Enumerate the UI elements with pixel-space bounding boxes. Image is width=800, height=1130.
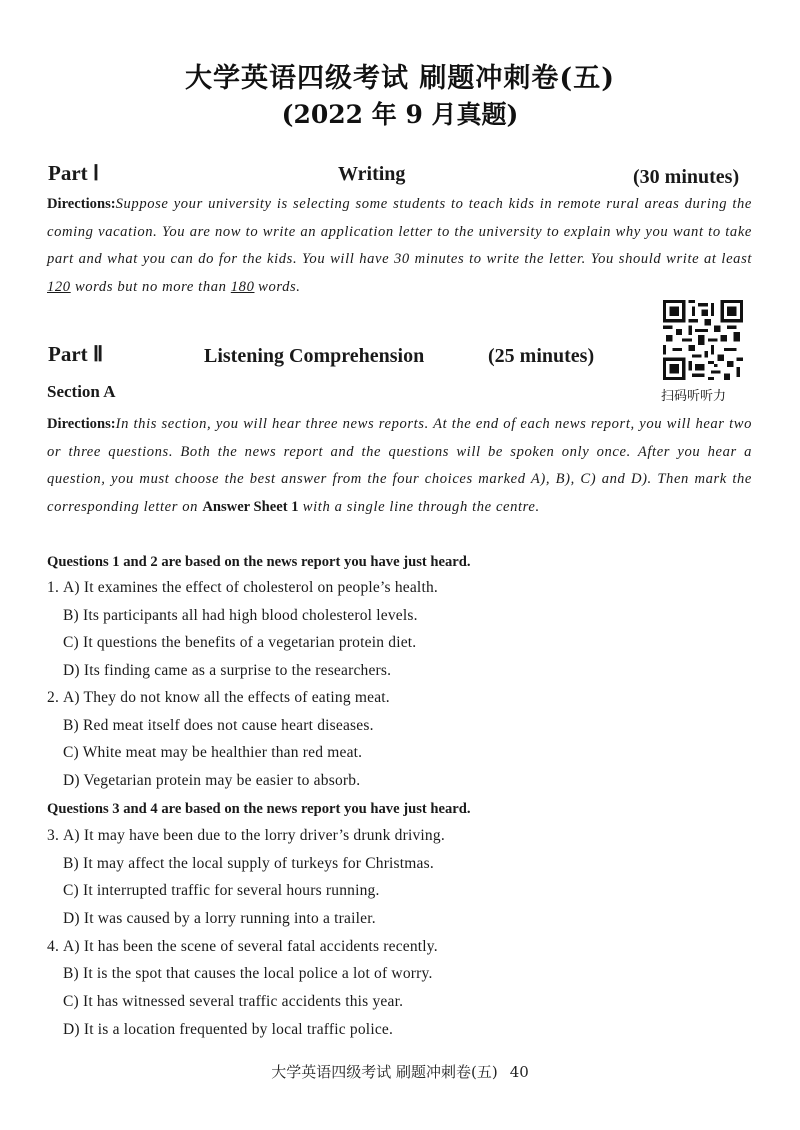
page-subtitle: (2022 年 9 月真题) xyxy=(281,100,519,129)
question-number: 4. xyxy=(47,938,60,955)
answer-option[interactable]: D) Vegetarian protein may be easier to absorb. xyxy=(63,772,361,789)
answer-option[interactable]: C) It has witnessed several traffic accidents this year. xyxy=(63,993,404,1010)
part2-directions-text: In this section, you will hear three news reports. At the end of each news report, you will hear two or three questions. Both the news report and the questions will be spoken only once. After you hear a question, you must choose the best answer from the four choices marked A), B), C) and D). Then mark the corresponding letter on xyxy=(47,416,752,515)
qr-code-icon[interactable] xyxy=(663,300,743,380)
answer-option[interactable]: A) It examines the effect of cholesterol on people’s health. xyxy=(63,579,438,596)
answer-option[interactable]: B) Its participants all had high blood cholesterol levels. xyxy=(63,607,418,624)
answer-option[interactable]: C) It questions the benefits of a vegetarian protein diet. xyxy=(63,634,417,651)
section-a-title: Section A xyxy=(47,382,116,401)
part1-label: Part Ⅰ xyxy=(48,161,100,185)
part1-name: Writing xyxy=(338,163,406,185)
page-number: 40 xyxy=(509,1063,529,1081)
answer-option[interactable]: B) It may affect the local supply of turkeys for Christmas. xyxy=(63,855,434,872)
answer-option[interactable]: D) Its finding came as a surprise to the researchers. xyxy=(63,662,392,679)
part2-directions-text-2: with a single line through the centre. xyxy=(298,498,540,515)
part2-label: Part Ⅱ xyxy=(48,342,104,366)
answer-option[interactable]: C) White meat may be healthier than red meat. xyxy=(63,744,363,761)
part2-time: (25 minutes) xyxy=(488,345,595,367)
answer-option[interactable]: D) It was caused by a lorry running into a trailer. xyxy=(63,910,376,927)
question-group-heading: Questions 3 and 4 are based on the news report you have just heard. xyxy=(47,801,471,817)
answer-option[interactable]: A) It may have been due to the lorry driver’s drunk driving. xyxy=(63,827,445,844)
part1-directions-text-3: words xyxy=(258,278,297,295)
question-number: 2. xyxy=(47,689,60,706)
question-number: 3. xyxy=(47,827,60,844)
answer-option[interactable]: A) They do not know all the effects of eating meat. xyxy=(63,689,390,706)
part1-directions-end: . xyxy=(296,278,301,295)
question-number: 1. xyxy=(47,579,60,596)
page-title: 大学英语四级考试 刷题冲刺卷(五) xyxy=(185,63,615,94)
part2-name: Listening Comprehension xyxy=(204,345,425,367)
part1-directions-text-2: words but no more than xyxy=(70,278,231,295)
answer-option[interactable]: A) It has been the scene of several fatal accidents recently. xyxy=(63,938,438,955)
answer-option[interactable]: D) It is a location frequented by local traffic police. xyxy=(63,1021,394,1038)
qr-label: 扫码听听力 xyxy=(661,389,727,404)
footer-text: 大学英语四级考试 刷题冲刺卷(五) xyxy=(271,1063,498,1081)
page-footer xyxy=(0,1061,800,1082)
max-words: 180 xyxy=(230,278,255,295)
part1-time: (30 minutes) xyxy=(633,166,740,188)
part1-directions-text: Suppose your university is selecting some students to teach kids in remote rural areas during the coming vacation. You are now to write an application letter to the university to explain why you want to take part and what you can do for the kids. You will have 30 minutes to write the letter. You should write at least xyxy=(47,196,752,267)
answer-option[interactable]: B) It is the spot that causes the local police a lot of worry. xyxy=(63,965,433,982)
question-group-heading: Questions 1 and 2 are based on the news report you have just heard. xyxy=(47,554,471,570)
part1-directions xyxy=(47,191,752,301)
part2-directions xyxy=(47,411,752,521)
answer-option[interactable]: B) Red meat itself does not cause heart diseases. xyxy=(63,717,374,734)
answer-sheet-ref: Answer Sheet 1 xyxy=(202,498,299,515)
min-words: 120 xyxy=(47,278,71,295)
part1-directions-lead: Directions: xyxy=(47,196,116,212)
part2-directions-lead: Directions: xyxy=(47,416,116,432)
answer-option[interactable]: C) It interrupted traffic for several hours running. xyxy=(63,882,380,899)
